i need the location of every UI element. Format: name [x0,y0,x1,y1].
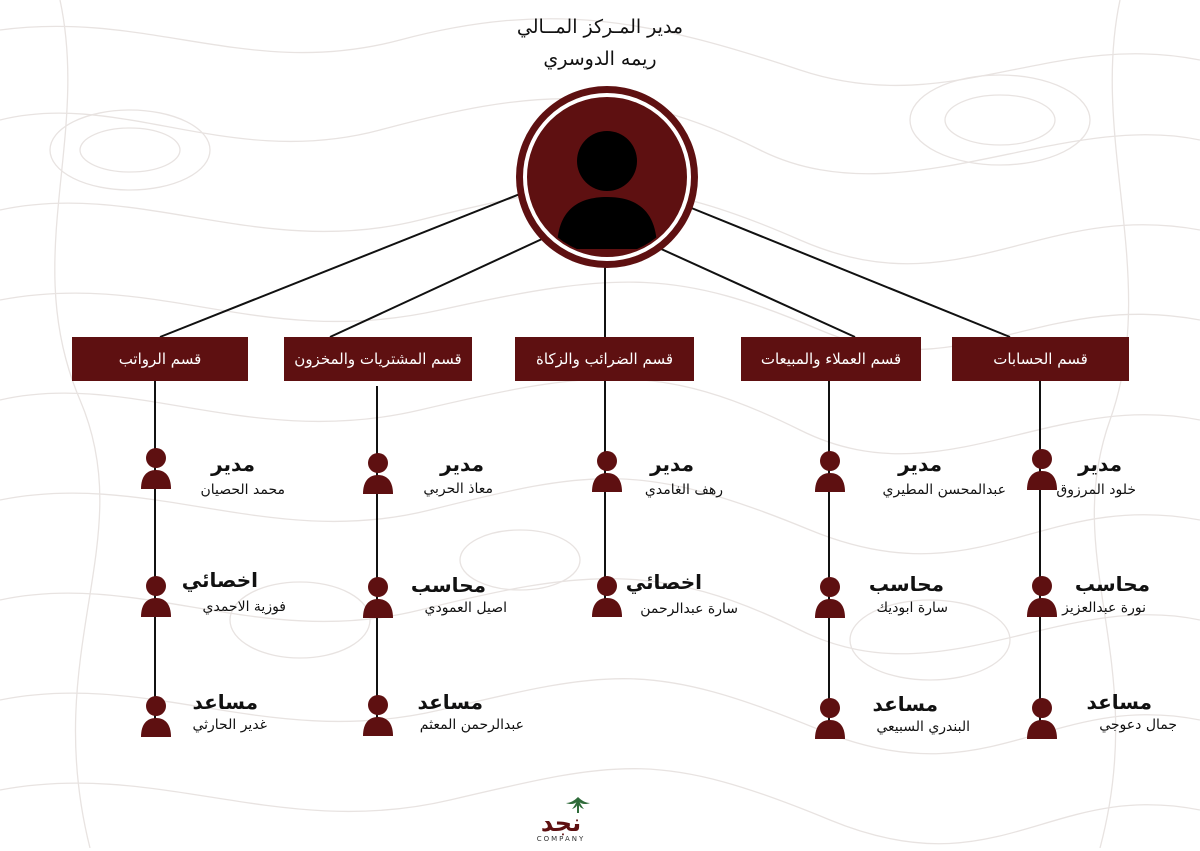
logo-text: نجد [540,809,582,837]
member-name: جمال دعوجي [1099,717,1177,733]
person-icon [813,697,847,739]
member-name: عبدالرحمن المعثم [419,717,524,733]
member-role: مساعد [192,690,258,714]
member-role: مساعد [1086,690,1152,714]
member-role: مساعد [872,692,938,716]
member-name: خلود المرزوق [1056,482,1136,498]
member-name: معاذ الحربي [423,481,493,497]
member-name: نورة عبدالعزيز [1062,600,1146,616]
connector-head-dept-5 [684,205,1010,337]
member-name: سارة عبدالرحمن [640,601,738,617]
member-name: محمد الحصيان [200,482,285,498]
member-role: مساعد [417,690,483,714]
dept-payroll: قسم الرواتب [72,337,248,381]
company-logo [516,795,606,847]
dept-customers: قسم العملاء والمبيعات [741,337,921,381]
member-role: محاسب [410,573,486,597]
connector-head-dept-4 [648,243,855,337]
member-role: مدير [650,452,694,476]
member-role: محاسب [868,572,944,596]
member-name: عبدالمحسن المطيري [882,482,1006,498]
dept-purchasing: قسم المشتريات والمخزون [284,337,472,381]
head-name: ريمه الدوسري [543,48,657,70]
person-icon [1025,697,1059,739]
member-role: مدير [898,452,942,476]
member-role: مدير [1078,452,1122,476]
person-icon [813,576,847,618]
member-role: مدير [440,452,484,476]
member-role: اخصائي [181,568,258,592]
person-icon [1025,448,1059,490]
logo-subtext: COMPANY [536,835,586,843]
person-avatar-icon [529,99,685,255]
member-name: البندري السبيعي [876,719,970,735]
member-role: محاسب [1074,572,1150,596]
dept-accounts: قسم الحسابات [952,337,1129,381]
head-avatar [516,86,698,268]
connector-head-dept-1 [160,190,530,337]
member-name: فوزية الاحمدي [202,599,286,615]
person-icon [1025,575,1059,617]
dept-tax: قسم الضرائب والزكاة [515,337,694,381]
member-role: اخصائي [625,570,702,594]
member-role: مدير [211,452,255,476]
member-name: غدير الحارثي [192,717,267,733]
person-icon [813,450,847,492]
member-name: رهف الغامدي [644,482,723,498]
head-title: مدير المـركز المــالي [516,16,684,38]
connector-head-dept-2 [330,233,555,337]
member-name: سارة ابوديك [876,600,948,616]
member-name: اصيل العمودي [424,600,507,616]
